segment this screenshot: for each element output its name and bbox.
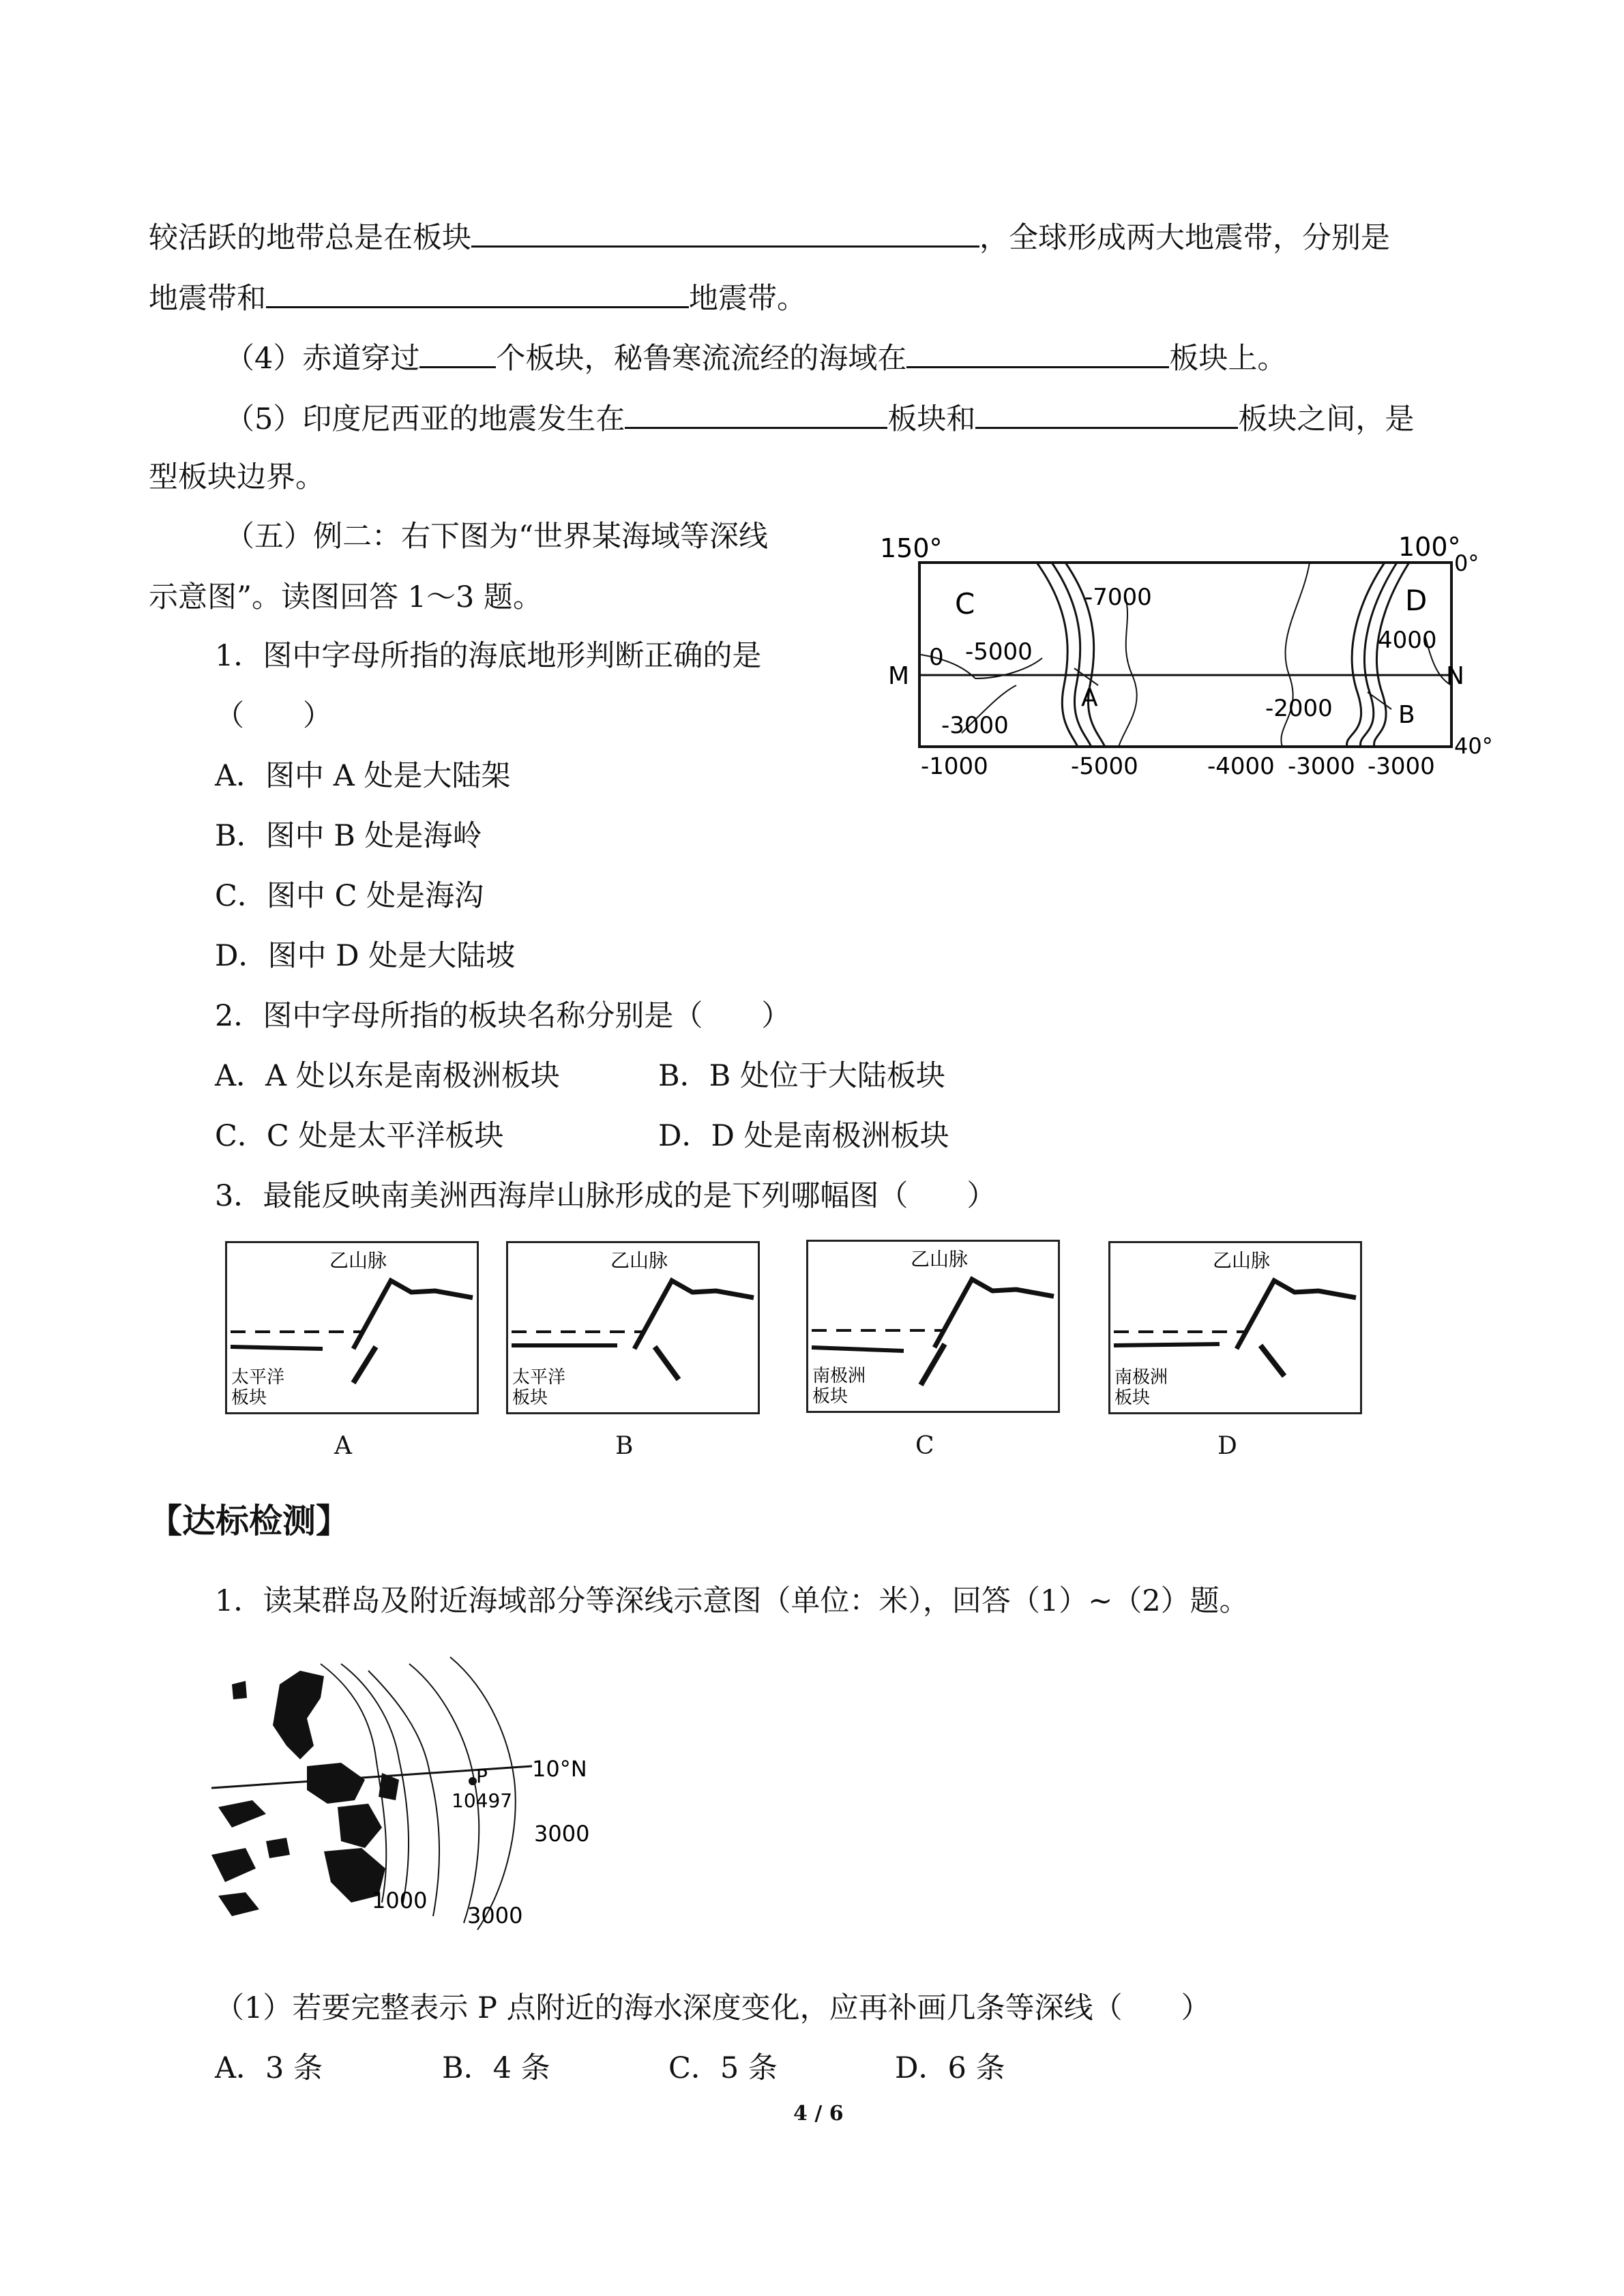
q1-stem: 1．图中字母所指的海底地形判断正确的是 — [215, 639, 762, 673]
label-a: A — [1081, 684, 1098, 712]
mountain-outline — [353, 1281, 473, 1349]
island-shape — [307, 1763, 365, 1804]
text-segment: 较活跃的地带总是在板块 — [149, 221, 471, 255]
island-shape — [232, 1681, 247, 1699]
bottom-depth-label: -3000 — [1288, 753, 1355, 780]
island-shape — [218, 1800, 266, 1828]
t1-stem: 1．读某群岛及附近海域部分等深线示意图（单位：米），回答（1）~（2）题。 — [215, 1584, 1249, 1618]
contour-line — [1347, 563, 1385, 747]
t1-q1-option-c[interactable]: C．5 条 — [668, 2051, 778, 2085]
q2-option-d[interactable]: D．D 处是南极洲板块 — [658, 1119, 949, 1153]
point-p-label: P — [476, 1765, 488, 1787]
plate-label: 板块 — [231, 1388, 267, 1408]
mountain-label: 乙山脉 — [1213, 1249, 1271, 1272]
text-segment: 板块上。 — [1169, 342, 1287, 376]
lon-left-label: 150° — [880, 533, 943, 563]
figure-letter: A — [334, 1432, 352, 1460]
text-segment: 地震带。 — [689, 282, 806, 316]
island-shape — [218, 1892, 259, 1916]
plate-label: 太平洋 — [231, 1367, 285, 1388]
depth-label: -7000 — [1084, 584, 1152, 611]
t1-q1-stem: （1）若要完整表示 P 点附近的海水深度变化，应再补画几条等深线（ ） — [215, 1991, 1211, 2025]
island-shape — [338, 1804, 382, 1848]
plate-label: 板块 — [512, 1388, 548, 1408]
subduction-figure-d[interactable] — [1108, 1241, 1362, 1414]
text-segment: 板块和 — [887, 402, 976, 436]
bottom-depth-label: -3000 — [1368, 753, 1435, 780]
plate-slab — [353, 1347, 376, 1383]
lat-top-label: 0° — [1454, 550, 1479, 576]
text-segment: （5）印度尼西亚的地震发生在 — [225, 402, 625, 436]
figure-drawing — [808, 1242, 1058, 1411]
mountain-outline — [1237, 1281, 1356, 1349]
answer-blank[interactable] — [906, 336, 1169, 368]
depth-label: -3000 — [941, 712, 1009, 739]
depth-label: 4000 — [1378, 627, 1437, 654]
mountain-label: 乙山脉 — [610, 1249, 668, 1272]
label-n: N — [1446, 662, 1464, 690]
lat-bottom-label: 40° — [1454, 733, 1493, 759]
ocean-floor — [812, 1347, 904, 1351]
bottom-depth-label: -5000 — [1071, 753, 1138, 780]
question-4 — [225, 336, 1286, 379]
contour-label-3000: 3000 — [534, 1821, 590, 1847]
subduction-figure-a[interactable] — [225, 1241, 479, 1414]
figure-letter: B — [615, 1432, 634, 1460]
label-m: M — [888, 662, 910, 690]
text-segment: （五）例二：右下图为“世界某海域等深线 — [225, 520, 768, 554]
text-segment: 个板块，秘鲁寒流流经的海域在 — [496, 342, 907, 376]
island-shape — [266, 1838, 290, 1858]
mountain-label: 乙山脉 — [911, 1248, 969, 1270]
contour-line — [1037, 563, 1078, 747]
plate-label: 南极洲 — [1114, 1367, 1168, 1388]
label-b: B — [1398, 701, 1415, 729]
section-heading: 【达标检测】 — [149, 1502, 350, 1540]
answer-blank[interactable] — [625, 397, 887, 429]
answer-blank[interactable] — [266, 276, 689, 308]
t1-q1-option-b[interactable]: B．4 条 — [442, 2051, 550, 2085]
isobath-map — [866, 528, 1514, 791]
question-5 — [225, 397, 1414, 440]
q1-option-a[interactable]: A．图中 A 处是大陆架 — [215, 759, 511, 793]
question-5-cont — [149, 457, 325, 498]
archipelago-map — [205, 1643, 634, 1950]
mountain-outline — [634, 1281, 754, 1349]
island-shape — [211, 1848, 256, 1882]
text-segment: ，全球形成两大地震带，分别是 — [979, 221, 1390, 255]
q3-stem: 3．最能反映南美洲西海岸山脉形成的是下列哪幅图（ ） — [215, 1179, 996, 1213]
plate-label: 太平洋 — [512, 1367, 566, 1388]
ocean-floor — [1114, 1344, 1220, 1345]
point-p-depth: 10497 — [452, 1789, 513, 1812]
figure-letter: D — [1217, 1432, 1237, 1460]
q1-option-b[interactable]: B．图中 B 处是海岭 — [215, 819, 482, 853]
text-segment: 示意图”。读图回答 1～3 题。 — [149, 580, 543, 614]
plate-label: 南极洲 — [812, 1366, 866, 1386]
text-segment: 地震带和 — [149, 282, 266, 316]
q2-option-a[interactable]: A．A 处以东是南极洲板块 — [215, 1059, 560, 1093]
contour-line — [1119, 597, 1137, 747]
mountain-outline — [934, 1279, 1054, 1347]
figure-drawing — [227, 1243, 477, 1412]
label-d: D — [1405, 584, 1428, 617]
figure-letter: C — [915, 1432, 934, 1460]
answer-blank[interactable] — [471, 215, 979, 248]
body-line-1 — [149, 215, 1390, 258]
example-2-line-1 — [225, 516, 768, 557]
depth-label: -5000 — [965, 638, 1033, 666]
q2-option-c[interactable]: C．C 处是太平洋板块 — [215, 1119, 504, 1153]
answer-blank[interactable] — [975, 397, 1238, 429]
label-c: C — [955, 587, 975, 621]
text-segment: （4）赤道穿过 — [225, 342, 420, 376]
bottom-depth-label: -1000 — [921, 753, 988, 780]
t1-q1-option-a[interactable]: A．3 条 — [215, 2051, 323, 2085]
subduction-figure-c[interactable] — [806, 1240, 1060, 1413]
plate-label: 板块 — [812, 1386, 848, 1407]
text-segment: 型板块边界。 — [149, 460, 325, 494]
bottom-depth-label: -4000 — [1207, 753, 1275, 780]
mountain-label: 乙山脉 — [329, 1249, 387, 1272]
plate-slab — [1260, 1345, 1284, 1376]
ocean-floor — [231, 1347, 323, 1349]
text-segment: 板块之间，是 — [1238, 402, 1415, 436]
page-number: 4 / 6 — [793, 2102, 844, 2126]
subduction-figure-b[interactable] — [506, 1241, 760, 1414]
contour-line — [1361, 563, 1397, 747]
q2-option-b[interactable]: B．B 处位于大陆板块 — [658, 1059, 945, 1093]
q2-stem: 2．图中字母所指的板块名称分别是（ ） — [215, 999, 791, 1033]
contour-label-3000: 3000 — [467, 1903, 523, 1928]
example-2-line-2 — [149, 577, 542, 618]
latitude-label: 10°N — [532, 1756, 587, 1782]
depth-label: 0 — [929, 644, 944, 671]
lon-right-label: 100° — [1398, 532, 1461, 562]
figure-drawing — [508, 1243, 758, 1412]
plate-slab — [655, 1347, 679, 1380]
plate-slab — [921, 1344, 945, 1385]
contour-label-1000: 1000 — [372, 1888, 428, 1913]
q1-paren: （ ） — [215, 699, 332, 733]
body-line-2 — [149, 276, 806, 319]
q1-option-c[interactable]: C．图中 C 处是海沟 — [215, 879, 484, 913]
plate-label: 板块 — [1114, 1388, 1151, 1408]
island-shape — [273, 1671, 324, 1759]
figure-drawing — [1110, 1243, 1360, 1412]
answer-blank[interactable] — [419, 336, 496, 368]
q1-option-d[interactable]: D．图中 D 处是大陆坡 — [215, 939, 516, 973]
t1-q1-option-d[interactable]: D．6 条 — [895, 2051, 1005, 2085]
depth-label: -2000 — [1265, 695, 1333, 722]
